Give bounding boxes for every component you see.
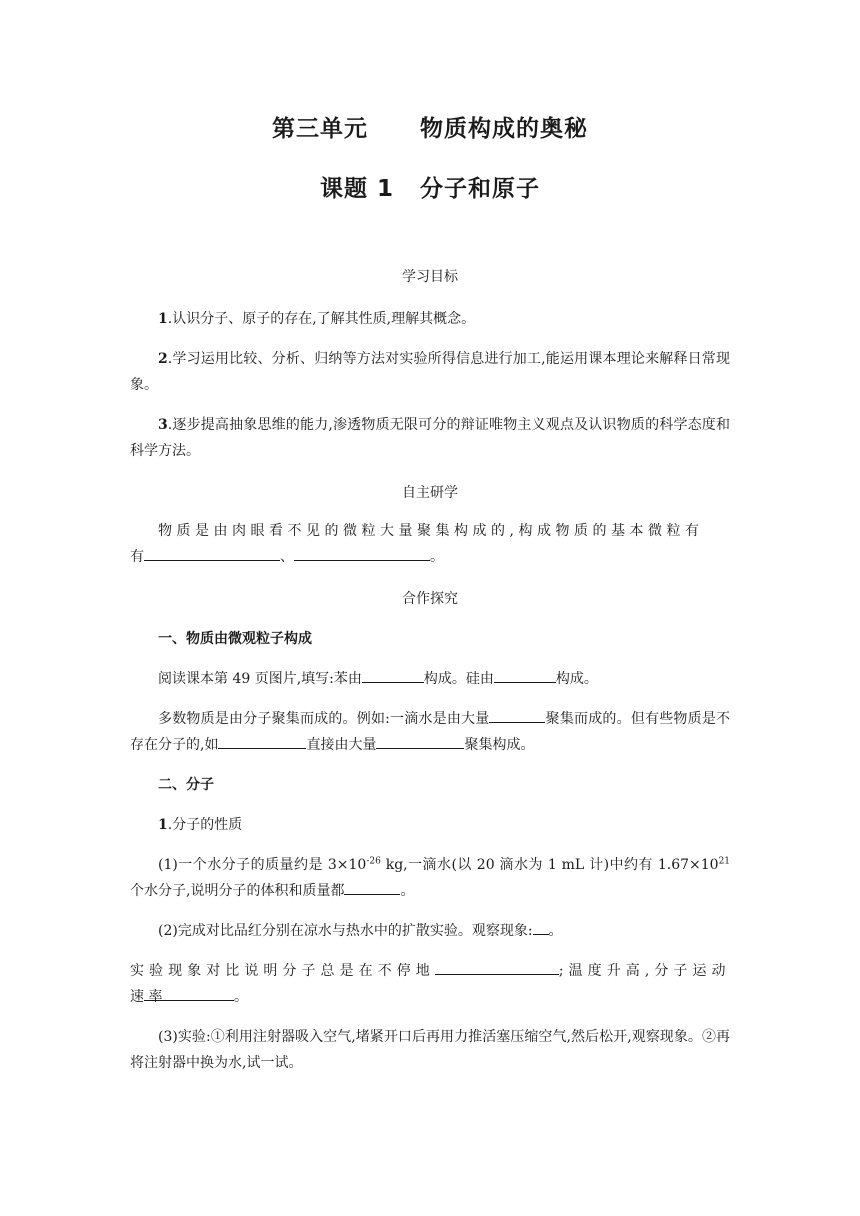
self-study-paragraph xyxy=(130,518,730,544)
blank-field[interactable] xyxy=(218,733,306,749)
q2b-text-a: 实验现象对比说明分子总是在不停地 xyxy=(130,963,435,979)
question-2-conclusion-end xyxy=(130,984,730,1010)
separator: 、 xyxy=(280,549,294,565)
blank-field[interactable] xyxy=(494,667,556,683)
q2b-text-b: ;温度升高,分子运动速率 xyxy=(130,963,731,1005)
question-3: (3)实验:①利用注射器吸入空气,堵紧开口后再用力推活塞压缩空气,然后松开,观察现象。②再将注射器中换为水,试一试。 xyxy=(130,1029,730,1071)
property-title: .分子的性质 xyxy=(167,817,243,833)
end-mark: 。 xyxy=(430,549,444,565)
objective-number: 2 xyxy=(158,351,168,367)
blank-field[interactable] xyxy=(344,879,400,895)
blank-field[interactable] xyxy=(435,959,559,975)
cooperation-heading: 合作探究 xyxy=(402,591,458,607)
q1-text-a: (1)一个水分子的质量约是 3×10 xyxy=(158,857,367,873)
many-text-b: 聚集而成的。但有些物质是不存在分子的,如 xyxy=(130,711,731,753)
objective-text: .认识分子、原子的存在,了解其性质,理解其概念。 xyxy=(167,311,476,327)
blank-field[interactable] xyxy=(376,733,464,749)
q2b-text-c: 。 xyxy=(234,989,248,1005)
blank-field[interactable] xyxy=(533,919,549,935)
lesson-name: 分子和原子 xyxy=(420,176,540,202)
blank-field[interactable] xyxy=(294,545,430,561)
read-text-c: 构成。 xyxy=(555,671,598,687)
lesson-label: 课题 1 xyxy=(319,176,394,202)
self-study-text: 物质是由肉眼看不见的微粒大量聚集构成的,构成物质的基本微粒有 xyxy=(158,523,704,539)
question-2 xyxy=(130,918,730,944)
q1-text-d: 。 xyxy=(400,883,415,899)
unit-name: 物质构成的奥秘 xyxy=(420,116,588,142)
part1-heading: 一、物质由微观粒子构成 xyxy=(158,631,312,647)
many-substances-paragraph xyxy=(130,706,730,758)
objective-item-1 xyxy=(130,306,730,332)
objective-text: .逐步提高抽象思维的能力,渗透物质无限可分的辩证唯物主义观点及认识物质的科学态度和科学方法。 xyxy=(130,417,730,459)
unit-title xyxy=(0,110,860,143)
property-heading xyxy=(130,812,730,838)
unit-label: 第三单元 xyxy=(272,116,368,142)
objective-item-3 xyxy=(130,412,730,464)
self-study-blanks xyxy=(130,544,730,570)
many-text-a: 多数物质是由分子聚集而成的。例如:一滴水是由大量 xyxy=(158,711,490,727)
blank-field[interactable] xyxy=(144,985,234,1001)
objective-number: 3 xyxy=(158,417,168,433)
objective-item-2 xyxy=(130,346,730,398)
read-paragraph xyxy=(130,666,730,692)
property-number: 1 xyxy=(158,817,168,833)
blank-field[interactable] xyxy=(144,545,280,561)
objectives-heading: 学习目标 xyxy=(402,269,458,285)
objective-text: .学习运用比较、分析、归纳等方法对实验所得信息进行加工,能运用课本理论来解释日常现象。 xyxy=(130,351,730,393)
blank-field[interactable] xyxy=(362,667,424,683)
question-1 xyxy=(130,852,730,904)
blank-field[interactable] xyxy=(489,707,545,723)
lesson-title xyxy=(0,170,860,203)
read-text-b: 构成。硅由 xyxy=(423,671,494,687)
q1-exponent-1: -26 xyxy=(366,856,381,867)
read-text-a: 阅读课本第 49 页图片,填写:苯由 xyxy=(158,671,362,687)
q1-text-c: 个水分子,说明分子的体积和质量都 xyxy=(130,883,345,899)
many-text-c: 直接由大量 xyxy=(306,737,377,753)
self-study-heading: 自主研学 xyxy=(402,485,458,501)
part2-heading: 二、分子 xyxy=(158,777,214,793)
q1-text-b: kg,一滴水(以 20 滴水为 1 mL 计)中约有 1.67×10 xyxy=(380,857,719,873)
q1-exponent-2: 21 xyxy=(718,856,731,867)
self-study-tail: 有 xyxy=(130,549,144,565)
q2-text-a: (2)完成对比品红分别在凉水与热水中的扩散实验。观察现象: xyxy=(158,923,533,939)
q2-text-b: 。 xyxy=(548,923,563,939)
objective-number: 1 xyxy=(158,311,168,327)
many-text-d: 聚集构成。 xyxy=(464,737,535,753)
